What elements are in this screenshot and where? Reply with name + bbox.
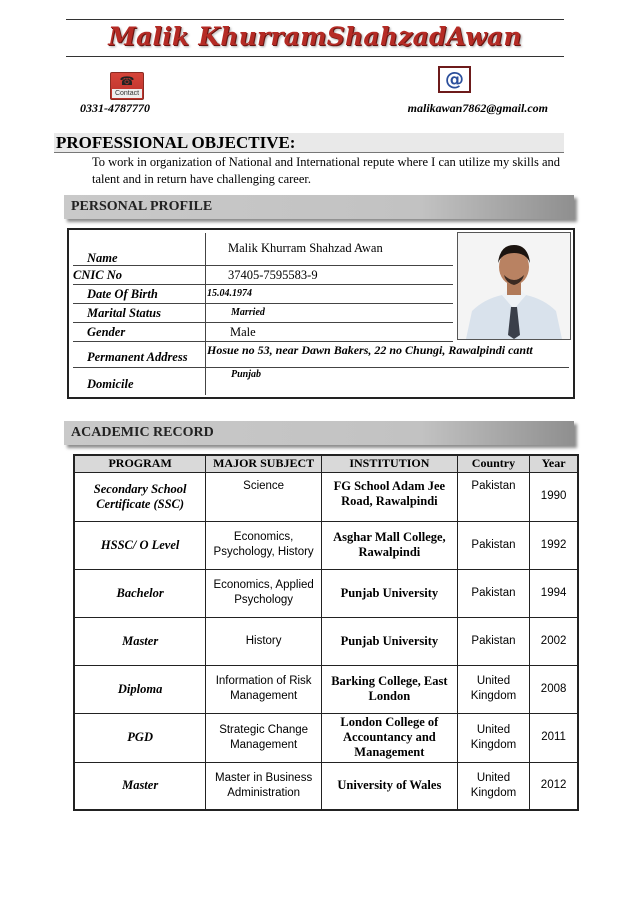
- column-header-institution: INSTITUTION: [321, 455, 457, 472]
- subject-cell: History: [206, 617, 322, 665]
- profile-label: Name: [87, 251, 118, 265]
- program-cell: PGD: [74, 713, 206, 762]
- year-cell: 2008: [530, 665, 578, 713]
- year-cell: 2012: [530, 762, 578, 810]
- profile-value: Married: [231, 307, 265, 318]
- institution-cell: Punjab University: [321, 617, 457, 665]
- profile-row-gender: [73, 323, 453, 342]
- country-cell: United Kingdom: [457, 762, 529, 810]
- profile-label: Marital Status: [87, 306, 161, 320]
- personal-profile-table: [67, 228, 575, 399]
- profile-photo: [457, 232, 571, 340]
- profile-label: Date Of Birth: [87, 287, 158, 301]
- country-cell: Pakistan: [457, 617, 529, 665]
- candidate-name-title: Malik KhurramShahzadAwan: [108, 22, 522, 51]
- program-cell: Diploma: [74, 665, 206, 713]
- title-bottom-rule: [66, 56, 564, 57]
- program-cell: Master: [74, 617, 206, 665]
- column-header-subject: MAJOR SUBJECT: [206, 455, 322, 472]
- profile-row-dob: [73, 285, 453, 304]
- year-cell: 1990: [530, 472, 578, 521]
- subject-cell: Strategic Change Management: [206, 713, 322, 762]
- academic-record-heading: ACADEMIC RECORD: [64, 421, 574, 445]
- phone-glyph-icon: ☎: [119, 74, 135, 88]
- program-cell: Master: [74, 762, 206, 810]
- year-cell: 1992: [530, 521, 578, 569]
- profile-value: Male: [230, 325, 256, 339]
- country-cell: Pakistan: [457, 472, 529, 521]
- table-header-row: [74, 455, 578, 472]
- email-address: malikawan7862@gmail.com: [407, 101, 548, 115]
- profile-row-cnic: [73, 266, 453, 285]
- country-cell: United Kingdom: [457, 713, 529, 762]
- profile-row-marital-status: [73, 304, 453, 323]
- phone-number: 0331-4787770: [80, 101, 150, 115]
- profile-label: Permanent Address: [87, 350, 188, 364]
- institution-cell: Barking College, East London: [321, 665, 457, 713]
- program-cell: HSSC/ O Level: [74, 521, 206, 569]
- title-top-rule: [66, 19, 564, 20]
- country-cell: United Kingdom: [457, 665, 529, 713]
- profile-value: 15.04.1974: [207, 288, 252, 299]
- institution-cell: Asghar Mall College, Rawalpindi: [321, 521, 457, 569]
- at-glyph: @: [445, 68, 464, 90]
- subject-cell: Information of Risk Management: [206, 665, 322, 713]
- objective-text: To work in organization of National and International repute where I can utilize my skills and talent and in return have challenging career.: [92, 155, 560, 186]
- profile-label: Domicile: [87, 377, 134, 391]
- objective-heading: PROFESSIONAL OBJECTIVE:: [54, 133, 564, 153]
- profile-value: Malik Khurram Shahzad Awan: [228, 241, 383, 255]
- academic-record-table: [73, 454, 579, 811]
- table-row: [74, 472, 578, 521]
- institution-cell: University of Wales: [321, 762, 457, 810]
- profile-value: 37405-7595583-9: [228, 268, 318, 282]
- program-cell: Bachelor: [74, 569, 206, 617]
- contact-icon-label: Contact: [112, 89, 142, 98]
- subject-cell: Economics, Psychology, History: [206, 521, 322, 569]
- profile-label: Gender: [87, 325, 126, 339]
- institution-cell: London College of Accountancy and Management: [321, 713, 457, 762]
- subject-cell: Master in Business Administration: [206, 762, 322, 810]
- year-cell: 2002: [530, 617, 578, 665]
- profile-row-domicile: [73, 368, 569, 396]
- at-sign-icon: [438, 66, 471, 93]
- profile-row-name: [73, 233, 453, 266]
- column-header-program: PROGRAM: [74, 455, 206, 472]
- table-row: [74, 617, 578, 665]
- table-row: [74, 521, 578, 569]
- person-photo-icon: [458, 233, 570, 339]
- column-header-country: Country: [457, 455, 529, 472]
- country-cell: Pakistan: [457, 569, 529, 617]
- subject-cell: Science: [206, 472, 322, 521]
- telephone-icon: [110, 72, 144, 100]
- program-cell: Secondary School Certificate (SSC): [74, 472, 206, 521]
- table-row: [74, 665, 578, 713]
- column-header-year: Year: [530, 455, 578, 472]
- year-cell: 2011: [530, 713, 578, 762]
- profile-value: Punjab: [231, 369, 262, 380]
- institution-cell: Punjab University: [321, 569, 457, 617]
- profile-label: CNIC No: [73, 268, 122, 282]
- table-row: [74, 762, 578, 810]
- profile-value: Hosue no 53, near Dawn Bakers, 22 no Chungi, Rawalpindi cantt: [207, 343, 533, 357]
- institution-cell: FG School Adam Jee Road, Rawalpindi: [321, 472, 457, 521]
- country-cell: Pakistan: [457, 521, 529, 569]
- subject-cell: Economics, Applied Psychology: [206, 569, 322, 617]
- year-cell: 1994: [530, 569, 578, 617]
- table-row: [74, 569, 578, 617]
- table-row: [74, 713, 578, 762]
- profile-row-address: [73, 342, 569, 368]
- personal-profile-heading: PERSONAL PROFILE: [64, 195, 574, 219]
